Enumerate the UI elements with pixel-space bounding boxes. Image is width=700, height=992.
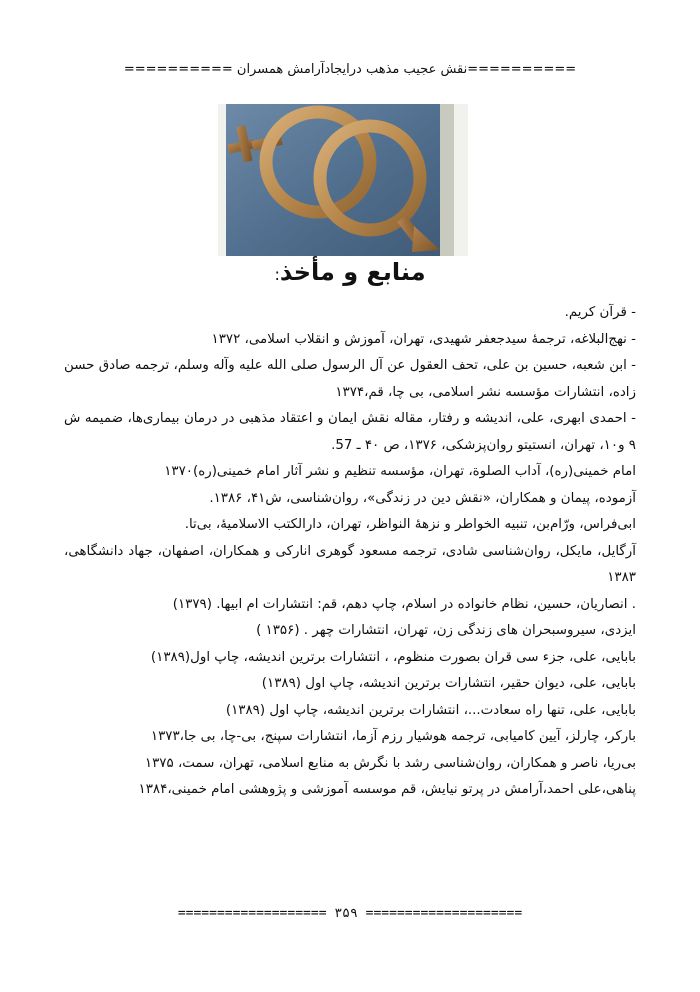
reference-item: بابایی، علی، جزء سی قران بصورت منظوم، ، انتشارات برترین اندیشه، چاپ اول(۱۳۸۹) bbox=[150, 649, 636, 665]
reference-item: امام خمینی(ره)، آداب الصلوة، تهران، مؤسسه تنظیم و نشر آثار امام خمینی(ره)۱۳۷۰ bbox=[164, 464, 636, 479]
reference-item: - نهج‌البلاغه، ترجمهٔ سیدجعفر شهیدی، تهران، آموزش و انقلاب اسلامی، ۱۳۷۲ bbox=[211, 331, 636, 347]
reference-item: - ابن شعبه، حسین بن علی، تحف العقول عن آل الرسول صلی الله علیه وآله وسلم، ترجمه صادق حسن زاده، انتشارات مؤسسه نشر اسلامی، بی چا، قم،۱۳۷۴ bbox=[64, 358, 636, 400]
reference-item: پناهی،علی احمد،آرامش در پرتو نیایش، قم موسسه آموزشی و پژوهشی امام خمینی،۱۳۸۴ bbox=[138, 782, 636, 797]
reference-item: آزموده، پیمان و همکاران، «نقش دین در زندگی»، روان‌شناسی، ش۴۱، ۱۳۸۶. bbox=[209, 490, 636, 506]
gender-symbols-figure bbox=[218, 104, 468, 256]
reference-item: - احمدی ابهری، علی، اندیشه و رفتار، مقاله نقش ایمان و اعتقاد مذهبی در درمان بیماری‌ها، ضمیمه ش ۹ و۱۰، تهران، انستیتو روان‌پزشکی، ۱۳۷۶، ص ۴۰ ـ 57. bbox=[64, 411, 636, 453]
reference-item: بابایی، علی، تنها راه سعادت...، انتشارات برترین اندیشه، چاپ اول (۱۳۸۹) bbox=[225, 702, 636, 718]
section-title-text: منابع و مأخذ bbox=[279, 258, 426, 286]
reference-item: . انصاریان، حسین، نظام خانواده در اسلام، چاپ دهم، قم: انتشارات ام ابیها. (۱۳۷۹) bbox=[172, 596, 636, 612]
reference-item: بابایی، علی، دیوان حقیر، انتشارات برترین اندیشه، چاپ اول (۱۳۸۹) bbox=[261, 676, 636, 691]
reference-list bbox=[64, 300, 636, 804]
running-header: ==========نقش عجیب مذهب درایجادآرامش همسران ========== bbox=[123, 62, 577, 77]
section-title bbox=[150, 258, 550, 286]
reference-item: - قرآن کریم. bbox=[564, 305, 636, 320]
reference-item: بارکر، چارلز، آیین کامیابی، ترجمه هوشیار رزم آزما، انتشارات سپنج، بی-چا، بی جا،۱۳۷۳ bbox=[150, 729, 636, 744]
reference-item: ابی‌فراس، ورّام‌بن، تنبیه الخواطر و نزههٔ النواظر، تهران، دارالکتب الاسلامیهٔ، بی‌تا. bbox=[184, 517, 636, 532]
reference-item: آرگایل، مایکل، روان‌شناسی شادی، ترجمه مسعود گوهری انارکی و همکاران، اصفهان، جهاد دانشگاهی، ۱۳۸۳ bbox=[64, 543, 636, 585]
reference-item: بی‌ریا، ناصر و همکاران، روان‌شناسی رشد با نگرش به منابع اسلامی، تهران، سمت، ۱۳۷۵ bbox=[144, 755, 636, 771]
section-title-colon: : bbox=[274, 265, 280, 284]
page-number-footer: =================== ۳۵۹ ==================== bbox=[177, 906, 523, 921]
male-female-symbols-icon bbox=[218, 104, 468, 256]
reference-item: ایزدی، سیروسبحران های زندگی زن، تهران، انتشارات چهر . (۱۳۵۶ ) bbox=[256, 623, 636, 638]
